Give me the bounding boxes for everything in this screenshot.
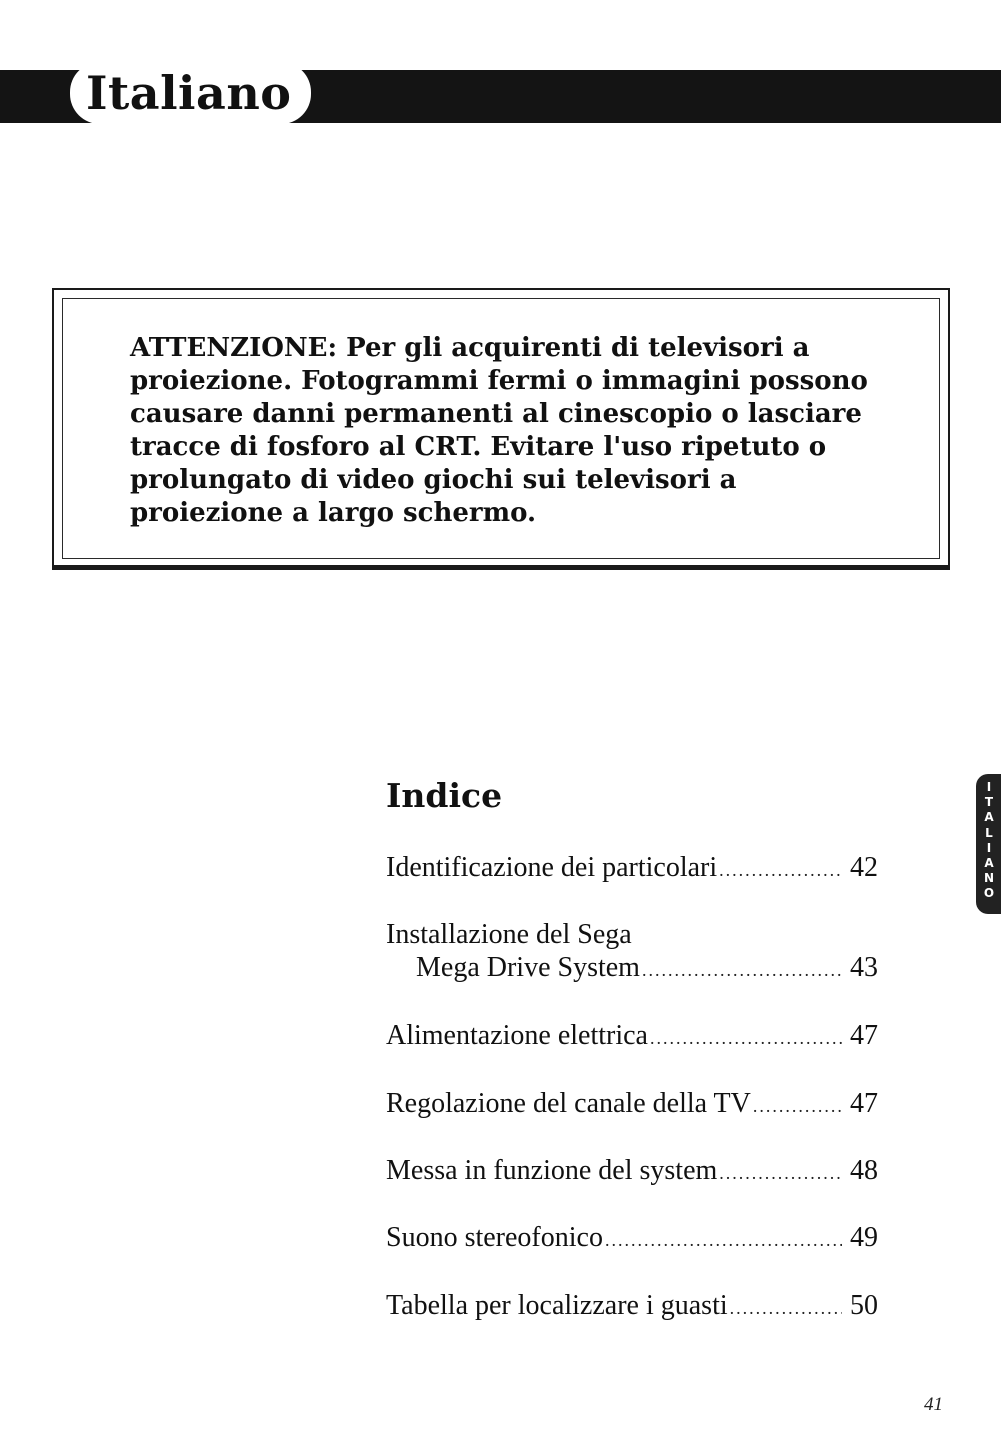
- language-tab-letter: I: [986, 780, 992, 794]
- toc-entry-label: Tabella per localizzare i guasti: [386, 1290, 728, 1321]
- toc-entry-identificazione: [386, 851, 878, 887]
- warning-line: proiezione a largo schermo.: [130, 498, 537, 528]
- warning-line: causare danni permanenti al cinescopio o lasciare: [130, 399, 862, 429]
- toc-leader-dots: [719, 1157, 842, 1190]
- index-title: Indice: [386, 776, 503, 815]
- language-tab-letter: O: [983, 886, 995, 901]
- warning-line: proiezione. Fotogrammi fermi o immagini possono: [130, 366, 868, 396]
- toc-entry-tabella: [386, 1289, 878, 1325]
- header-block: [4, 70, 68, 117]
- toc-entry-installazione: [386, 918, 878, 987]
- toc-entry-label: Messa in funzione del system: [386, 1155, 718, 1186]
- toc-entry-label: Alimentazione elettrica: [386, 1020, 648, 1051]
- toc-leader-dots: [719, 854, 842, 887]
- toc-entry-page: 43: [850, 952, 878, 983]
- warning-line: ATTENZIONE: Per gli acquirenti di televisori a: [130, 333, 810, 363]
- toc-entry-regolazione: [386, 1087, 878, 1123]
- warning-box: [52, 288, 950, 570]
- language-tab-letter: A: [984, 810, 994, 825]
- toc-entry-alimentazione: [386, 1019, 878, 1055]
- toc-entry-label: Suono stereofonico: [386, 1222, 603, 1253]
- warning-line: prolungato di video giochi sui televisori a: [130, 465, 737, 495]
- toc-entry-page: 49: [850, 1222, 878, 1253]
- toc-entry-label-line1: Installazione del Sega: [386, 919, 632, 950]
- toc-entry-suono: [386, 1221, 878, 1257]
- warning-line: tracce di fosforo al CRT. Evitare l'uso ripetuto o: [130, 432, 827, 462]
- toc-entry-page: 47: [850, 1020, 878, 1051]
- toc-entry-page: 42: [850, 852, 878, 883]
- language-tab-letter: A: [984, 856, 994, 871]
- toc-leader-dots: [753, 1090, 842, 1123]
- toc-leader-dots: [650, 1022, 842, 1055]
- page-number: 41: [924, 1394, 943, 1415]
- language-tab-letter: N: [983, 871, 995, 886]
- language-tab-letter: L: [985, 825, 993, 840]
- toc-entry-label: Regolazione del canale della TV: [386, 1088, 751, 1119]
- toc-leader-dots: [642, 954, 842, 987]
- toc-entry-page: 48: [850, 1155, 878, 1186]
- toc-entry-messa-in-funzione: [386, 1154, 878, 1190]
- toc-entry-page: 50: [850, 1290, 878, 1321]
- toc-leader-dots: [605, 1224, 842, 1257]
- language-tab-letter: T: [984, 795, 994, 810]
- toc-entry-page: 47: [850, 1088, 878, 1119]
- warning-text: [130, 332, 920, 530]
- header-label: [70, 62, 311, 124]
- language-tab-letter: I: [986, 840, 992, 855]
- language-tab-letters: [980, 780, 998, 902]
- toc-entry-label: Identificazione dei particolari: [386, 852, 718, 883]
- toc-entry-label: Mega Drive System: [416, 952, 640, 983]
- page-title: Italiano: [86, 66, 292, 120]
- toc-leader-dots: [730, 1292, 842, 1325]
